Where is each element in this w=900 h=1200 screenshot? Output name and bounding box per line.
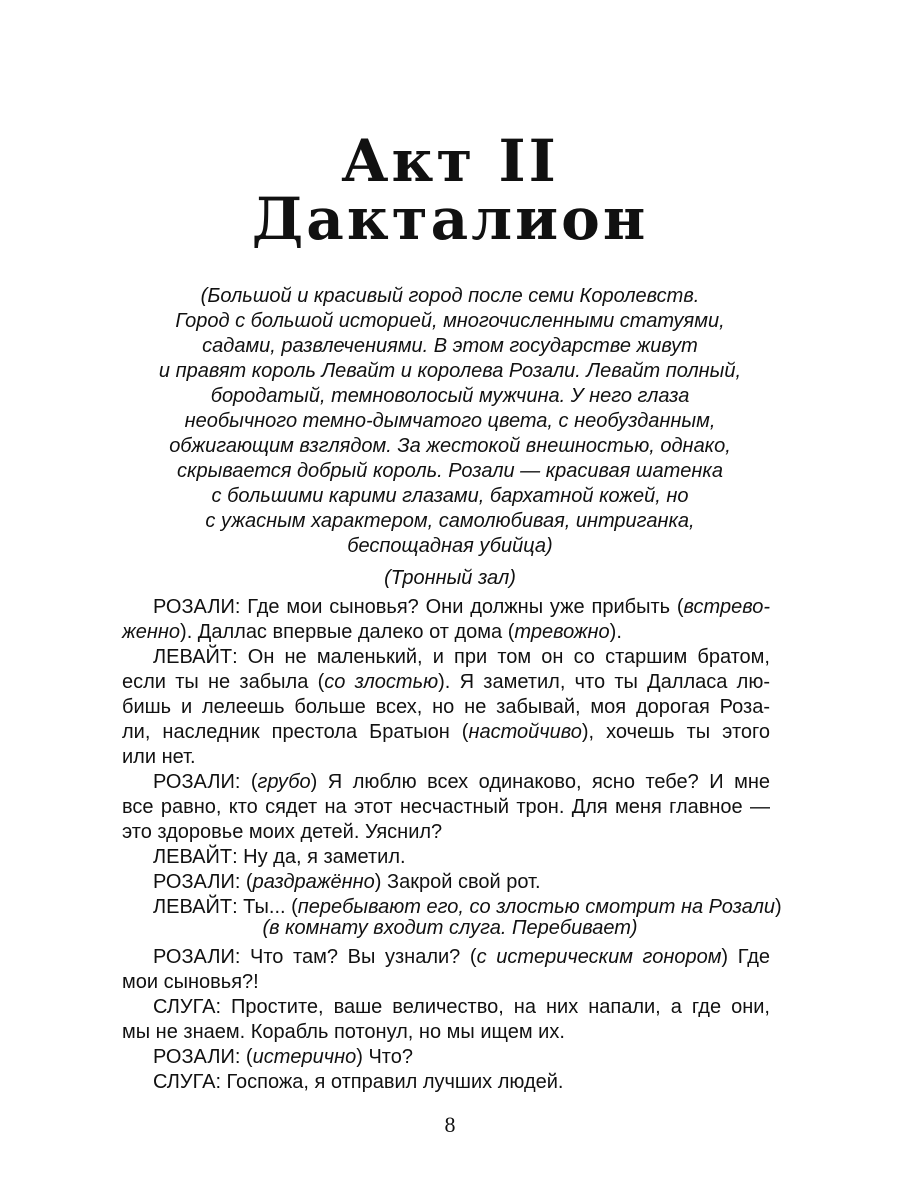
- scene-heading: (Тронный зал): [384, 567, 516, 589]
- stage-line: необычного темно-дымчатого цвета, с необузданным,: [184, 410, 716, 432]
- scene-direction: (в комнату входит слуга. Перебивает): [262, 917, 638, 939]
- dialog-line: РОЗАЛИ: (истерично) Что?: [153, 1046, 413, 1068]
- dialog-line: женно). Даллас впервые далеко от дома (тревожно).: [122, 621, 622, 643]
- chapter-title: Акт II: [341, 127, 559, 195]
- stage-line: беспощадная убийца): [347, 535, 553, 557]
- stage-line: и правят король Левайт и королева Розали. Левайт полный,: [158, 360, 742, 382]
- dialog-line: все равно, кто сядет на этот несчастный трон. Для меня главное —: [122, 796, 770, 818]
- dialog-line: ЛЕВАЙТ: Ну да, я заметил.: [153, 846, 406, 868]
- stage-line: скрывается добрый король. Розали — красивая шатенка: [177, 460, 723, 482]
- stage-direction-intro: [130, 284, 770, 559]
- dialog-block: [122, 595, 782, 920]
- dialog-line: ЛЕВАЙТ: Ты... (перебывают его, со злостью смотрит на Розали): [153, 896, 782, 918]
- dialog-line: мои сыновья?!: [122, 971, 259, 993]
- dialog-line: ЛЕВАЙТ: Он не маленький, и при том он со старшим братом,: [153, 646, 770, 668]
- dialog-line: СЛУГА: Госпожа, я отправил лучших людей.: [153, 1071, 564, 1093]
- dialog-line: или нет.: [122, 746, 196, 768]
- stage-line: с большими карими глазами, бархатной кожей, но: [211, 485, 689, 507]
- stage-line: Город с большой историей, многочисленными статуями,: [175, 310, 725, 332]
- dialog-line: мы не знаем. Корабль потонул, но мы ищем их.: [122, 1021, 565, 1043]
- stage-line: бородатый, темноволосый мужчина. У него глаза: [210, 385, 690, 407]
- dialog-line: ли, наследник престола Братыон (настойчиво), хочешь ты этого: [122, 721, 770, 743]
- dialog-line: это здоровье моих детей. Уяснил?: [122, 821, 443, 843]
- page-number: 8: [444, 1112, 456, 1137]
- stage-line: садами, развлечениями. В этом государстве живут: [202, 335, 698, 357]
- dialog-line: РОЗАЛИ: (раздражённо) Закрой свой рот.: [153, 871, 541, 893]
- dialog-line: РОЗАЛИ: (грубо) Я люблю всех одинаково, ясно тебе? И мне: [153, 771, 770, 793]
- dialog-line: бишь и лелеешь больше всех, но не забывай, моя дорогая Роза-: [122, 696, 770, 718]
- dialog-line: СЛУГА: Простите, ваше величество, на них напали, а где они,: [153, 996, 770, 1018]
- stage-line: с ужасным характером, самолюбивая, интриганка,: [205, 510, 695, 532]
- dialog-block: [122, 945, 770, 1095]
- stage-line: (Большой и красивый город после семи Королевств.: [200, 285, 700, 307]
- chapter-subtitle: Дакталион: [251, 185, 649, 253]
- dialog-line: РОЗАЛИ: Где мои сыновья? Они должны уже прибыть (встрево-: [153, 596, 770, 618]
- dialog-line: если ты не забыла (со злостью). Я заметил, что ты Далласа лю-: [122, 671, 770, 693]
- stage-line: обжигающим взглядом. За жестокой внешностью, однако,: [169, 435, 731, 457]
- dialog-line: РОЗАЛИ: Что там? Вы узнали? (с истерическим гонором) Где: [153, 946, 770, 968]
